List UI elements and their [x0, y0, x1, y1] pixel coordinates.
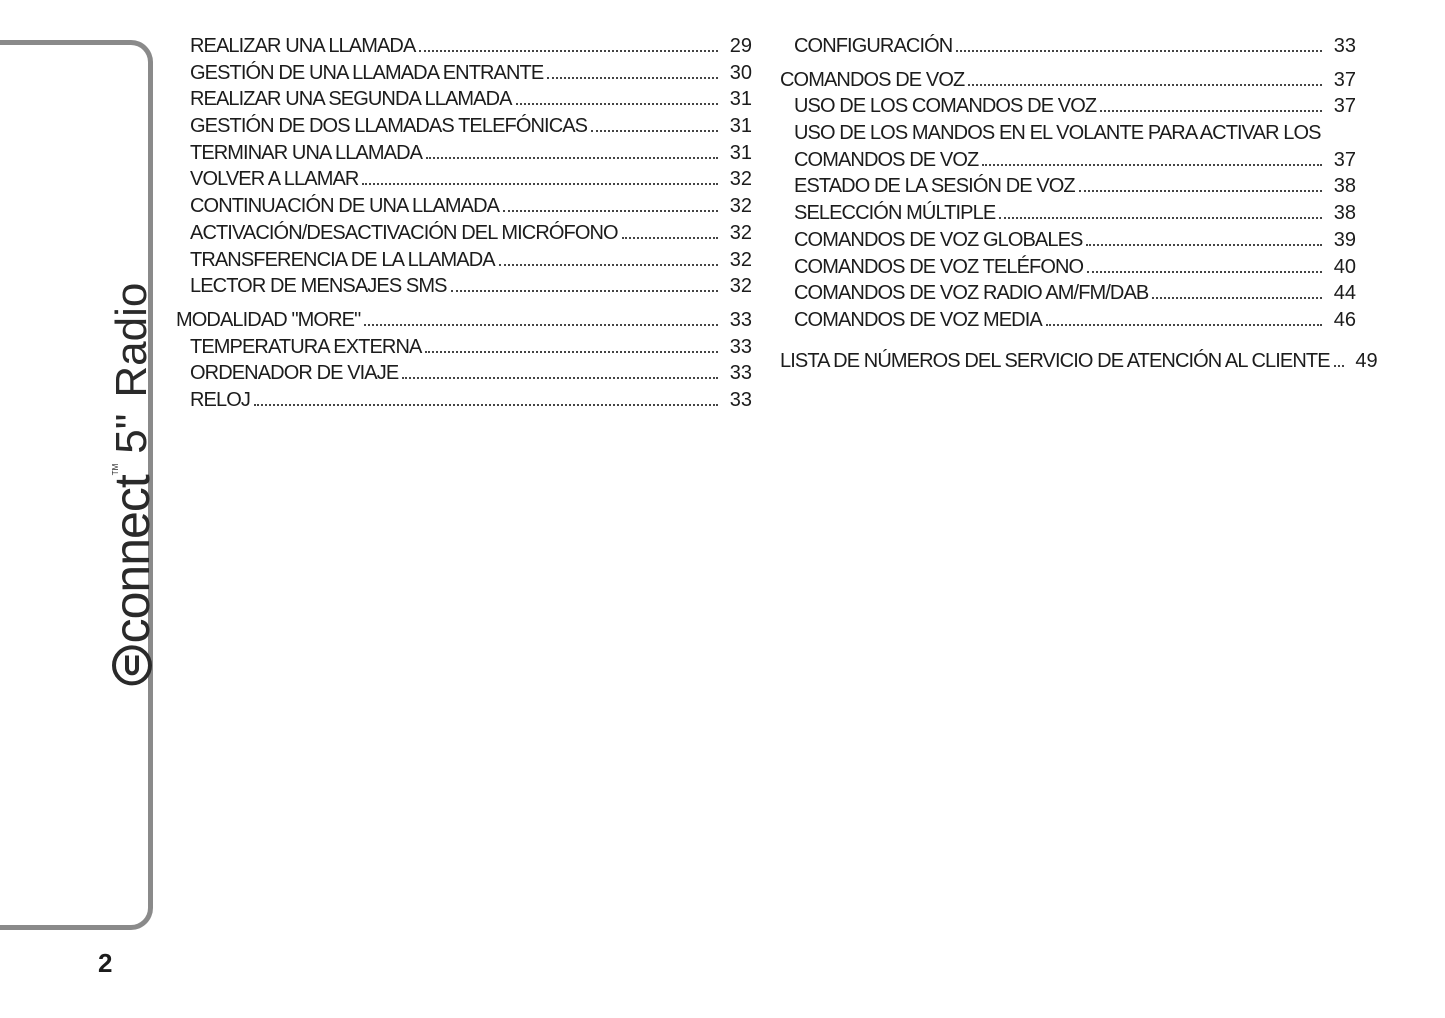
page-number: 2 [98, 948, 113, 978]
brand-word: connect [104, 475, 160, 644]
toc-entry-label: TRANSFERENCIA DE LA LLAMADA [190, 248, 495, 271]
toc-leader-dots [968, 68, 1322, 86]
toc-entry-page: 32 [729, 275, 752, 298]
toc-entry-page: 33 [729, 335, 752, 358]
toc-entry [176, 273, 752, 300]
toc-entry-label: LECTOR DE MENSAJES SMS [190, 275, 447, 298]
toc-leader-dots [425, 335, 718, 353]
toc-entry-label: REALIZAR UNA SEGUNDA LLAMADA [190, 88, 512, 111]
toc-entry [780, 93, 1356, 120]
toc-entry [176, 140, 752, 167]
toc-leader-dots [1152, 281, 1322, 299]
toc-entry-label: COMANDOS DE VOZ RADIO AM/FM/DAB [794, 282, 1149, 305]
toc-entry [176, 113, 752, 140]
toc-entry [780, 173, 1356, 200]
toc-entry-label: RELOJ [190, 388, 250, 411]
toc-leader-dots [362, 167, 718, 185]
toc-entry-label: REALIZAR UNA LLAMADA [190, 35, 416, 57]
toc-entry [176, 33, 752, 60]
toc-leader-dots [254, 388, 718, 406]
toc-entry-label: GESTIÓN DE UNA LLAMADA ENTRANTE [190, 61, 544, 84]
toc-entry-page: 33 [729, 362, 752, 385]
toc-entry-page: 44 [1333, 282, 1356, 305]
toc-entry-page: 38 [1333, 175, 1356, 198]
toc-entry [780, 120, 1356, 147]
toc-entry-page: 38 [1333, 202, 1356, 225]
toc-entry-label: COMANDOS DE VOZ TELÉFONO [794, 255, 1084, 278]
toc-entry [176, 166, 752, 193]
toc-leader-dots [499, 248, 718, 266]
toc-entry-page: 32 [729, 195, 752, 218]
toc-entry [176, 193, 752, 220]
toc-entry-label: TERMINAR UNA LLAMADA [190, 141, 423, 164]
toc-entry [780, 33, 1356, 60]
toc-leader-dots [426, 141, 718, 159]
toc-leader-dots [622, 221, 718, 239]
toc-entry-label: USO DE LOS COMANDOS DE VOZ [794, 95, 1097, 118]
toc-entry [176, 247, 752, 274]
brand-product-name: Radio [107, 282, 156, 398]
toc-entry-label: MODALIDAD "MORE" [176, 308, 361, 331]
toc-entry-page: 31 [729, 88, 752, 111]
toc-leader-dots [451, 274, 718, 292]
toc-entry-label: COMANDOS DE VOZ [780, 68, 965, 91]
toc-leader-dots [1334, 349, 1344, 367]
toc-column-right [780, 33, 1378, 374]
toc-entry [176, 86, 752, 113]
toc-entry-label: LISTA DE NÚMEROS DEL SERVICIO DE ATENCIÓN AL CLIENTE [780, 349, 1330, 372]
toc-entry-label: GESTIÓN DE DOS LLAMADAS TELEFÓNICAS [190, 115, 588, 138]
toc-leader-dots [956, 34, 1322, 52]
toc-entry [780, 67, 1356, 94]
toc-entry [780, 254, 1356, 281]
toc-entry [780, 280, 1356, 307]
toc-leader-dots [591, 114, 718, 132]
toc-entry [176, 220, 752, 247]
toc-leader-dots [1100, 94, 1322, 112]
toc-entry-page: 49 [1355, 349, 1378, 372]
toc-leader-dots [516, 87, 718, 105]
toc-entry-label: ACTIVACIÓN/DESACTIVACIÓN DEL MICRÓFONO [190, 221, 618, 244]
toc-entry-label: ORDENADOR DE VIAJE [190, 362, 399, 385]
toc-entry [176, 60, 752, 87]
toc-entry-page: 46 [1333, 308, 1356, 331]
toc-leader-dots [1087, 255, 1322, 273]
toc-entry [176, 360, 752, 387]
toc-leader-dots [982, 148, 1322, 166]
toc-entry [780, 348, 1378, 375]
toc-entry [780, 227, 1356, 254]
toc-leader-dots [1079, 174, 1322, 192]
toc-entry-page: 29 [729, 35, 752, 57]
toc-entry-page: 31 [729, 141, 752, 164]
toc-entry-label: COMANDOS DE VOZ [794, 148, 979, 171]
toc-leader-dots [402, 361, 718, 379]
toc-leader-dots [503, 194, 718, 212]
toc-entry [780, 147, 1356, 174]
toc-entry-label: COMANDOS DE VOZ MEDIA [794, 308, 1042, 331]
brand-screen-size: 5" [107, 413, 156, 454]
toc-entry-label: USO DE LOS MANDOS EN EL VOLANTE PARA ACTIVAR LOS [794, 122, 1321, 145]
toc-column-left [176, 33, 752, 414]
brand-vertical-title [104, 282, 160, 686]
toc-entry [780, 200, 1356, 227]
toc-leader-dots [547, 61, 718, 79]
toc-entry-page: 39 [1333, 228, 1356, 251]
toc-entry-page: 33 [729, 308, 752, 331]
toc-entry-label: CONFIGURACIÓN [794, 35, 953, 57]
toc-entry-page: 32 [729, 221, 752, 244]
toc-entry-label: VOLVER A LLAMAR [190, 168, 359, 191]
toc-entry-label: SELECCIÓN MÚLTIPLE [794, 202, 996, 225]
toc-entry-page: 30 [729, 61, 752, 84]
toc-entry-page: 32 [729, 248, 752, 271]
toc-entry-page: 31 [729, 115, 752, 138]
toc-entry-page: 37 [1333, 148, 1356, 171]
brand-trademark: TM [111, 463, 120, 476]
toc-entry-page: 40 [1333, 255, 1356, 278]
toc-leader-dots [364, 308, 718, 326]
toc-leader-dots [999, 201, 1322, 219]
toc-entry-page: 32 [729, 168, 752, 191]
toc-entry-page: 33 [1333, 35, 1356, 57]
toc-entry [176, 387, 752, 414]
toc-entry-label: ESTADO DE LA SESIÓN DE VOZ [794, 175, 1075, 198]
toc-entry [780, 307, 1356, 334]
toc-entry [176, 334, 752, 361]
toc-entry-label: TEMPERATURA EXTERNA [190, 335, 422, 358]
toc-entry-page: 37 [1333, 68, 1356, 91]
toc-entry-page: 33 [729, 388, 752, 411]
toc-leader-dots [1086, 228, 1322, 246]
toc-entry-label: CONTINUACIÓN DE UNA LLAMADA [190, 195, 500, 218]
toc-leader-dots [1046, 308, 1322, 326]
toc-leader-dots [419, 34, 718, 52]
toc-entry-label: COMANDOS DE VOZ GLOBALES [794, 228, 1083, 251]
toc-entry-page: 37 [1333, 95, 1356, 118]
toc-entry [176, 307, 752, 334]
uconnect-logo-icon [112, 645, 152, 685]
